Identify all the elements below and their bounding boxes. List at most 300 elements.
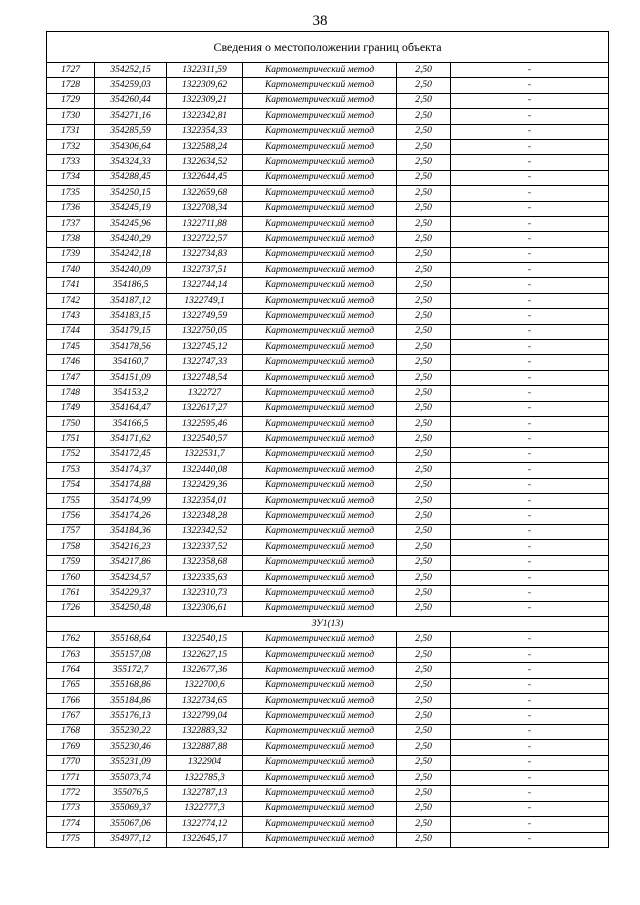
method-cell: Картометрический метод	[243, 555, 397, 570]
description-cell: -	[451, 432, 609, 447]
point-number-cell: 1742	[47, 293, 95, 308]
description-cell: -	[451, 663, 609, 678]
method-cell: Картометрический метод	[243, 416, 397, 431]
point-number-cell: 1731	[47, 124, 95, 139]
description-cell: -	[451, 770, 609, 785]
table-row	[47, 586, 609, 601]
y-coordinate-cell: 1322644,45	[167, 170, 243, 185]
description-cell: -	[451, 694, 609, 709]
x-coordinate-cell: 354178,56	[95, 340, 167, 355]
accuracy-cell: 2,50	[397, 324, 451, 339]
point-number-cell: 1738	[47, 232, 95, 247]
x-coordinate-cell: 354172,45	[95, 447, 167, 462]
x-coordinate-cell: 354250,15	[95, 186, 167, 201]
y-coordinate-cell: 1322700,6	[167, 678, 243, 693]
boundary-table	[46, 31, 609, 848]
method-cell: Картометрический метод	[243, 401, 397, 416]
accuracy-cell: 2,50	[397, 370, 451, 385]
point-number-cell: 1756	[47, 509, 95, 524]
y-coordinate-cell: 1322627,15	[167, 647, 243, 662]
table-row	[47, 493, 609, 508]
method-cell: Картометрический метод	[243, 724, 397, 739]
table-row	[47, 278, 609, 293]
method-cell: Картометрический метод	[243, 817, 397, 832]
table-row	[47, 755, 609, 770]
y-coordinate-cell: 1322904	[167, 755, 243, 770]
table-row	[47, 263, 609, 278]
table-row	[47, 247, 609, 262]
method-cell: Картометрический метод	[243, 786, 397, 801]
x-coordinate-cell: 355073,74	[95, 770, 167, 785]
accuracy-cell: 2,50	[397, 124, 451, 139]
accuracy-cell: 2,50	[397, 786, 451, 801]
y-coordinate-cell: 1322659,68	[167, 186, 243, 201]
table-row	[47, 601, 609, 616]
y-coordinate-cell: 1322309,62	[167, 78, 243, 93]
table-row	[47, 663, 609, 678]
y-coordinate-cell: 1322348,28	[167, 509, 243, 524]
accuracy-cell: 2,50	[397, 770, 451, 785]
point-number-cell: 1759	[47, 555, 95, 570]
table-row	[47, 832, 609, 847]
accuracy-cell: 2,50	[397, 478, 451, 493]
description-cell: -	[451, 570, 609, 585]
accuracy-cell: 2,50	[397, 555, 451, 570]
method-cell: Картометрический метод	[243, 247, 397, 262]
description-cell: -	[451, 155, 609, 170]
table-row	[47, 186, 609, 201]
table-row	[47, 293, 609, 308]
x-coordinate-cell: 354217,86	[95, 555, 167, 570]
x-coordinate-cell: 355168,86	[95, 678, 167, 693]
accuracy-cell: 2,50	[397, 463, 451, 478]
description-cell: -	[451, 509, 609, 524]
accuracy-cell: 2,50	[397, 155, 451, 170]
description-cell: -	[451, 586, 609, 601]
x-coordinate-cell: 354242,18	[95, 247, 167, 262]
x-coordinate-cell: 355172,7	[95, 663, 167, 678]
y-coordinate-cell: 1322734,83	[167, 247, 243, 262]
point-number-cell: 1771	[47, 770, 95, 785]
table-row	[47, 124, 609, 139]
table-row	[47, 416, 609, 431]
x-coordinate-cell: 354179,15	[95, 324, 167, 339]
y-coordinate-cell: 1322785,3	[167, 770, 243, 785]
description-cell: -	[451, 709, 609, 724]
method-cell: Картометрический метод	[243, 386, 397, 401]
description-cell: -	[451, 447, 609, 462]
table-row	[47, 324, 609, 339]
y-coordinate-cell: 1322337,52	[167, 540, 243, 555]
accuracy-cell: 2,50	[397, 416, 451, 431]
point-number-cell: 1747	[47, 370, 95, 385]
table-row	[47, 786, 609, 801]
y-coordinate-cell: 1322737,51	[167, 263, 243, 278]
table-row	[47, 724, 609, 739]
y-coordinate-cell: 1322677,36	[167, 663, 243, 678]
description-cell: -	[451, 724, 609, 739]
accuracy-cell: 2,50	[397, 663, 451, 678]
y-coordinate-cell: 1322777,3	[167, 801, 243, 816]
x-coordinate-cell: 355069,37	[95, 801, 167, 816]
accuracy-cell: 2,50	[397, 109, 451, 124]
point-number-cell: 1773	[47, 801, 95, 816]
table-title: Сведения о местоположении границ объекта	[47, 32, 609, 63]
point-number-cell: 1741	[47, 278, 95, 293]
table-row	[47, 63, 609, 78]
table-row	[47, 647, 609, 662]
accuracy-cell: 2,50	[397, 232, 451, 247]
description-cell: -	[451, 463, 609, 478]
x-coordinate-cell: 355230,22	[95, 724, 167, 739]
y-coordinate-cell: 1322311,59	[167, 63, 243, 78]
description-cell: -	[451, 416, 609, 431]
table-title-row	[47, 32, 609, 63]
method-cell: Картометрический метод	[243, 432, 397, 447]
table-row	[47, 309, 609, 324]
table-row	[47, 509, 609, 524]
point-number-cell: 1745	[47, 340, 95, 355]
y-coordinate-cell: 1322440,08	[167, 463, 243, 478]
description-cell: -	[451, 93, 609, 108]
table-row	[47, 478, 609, 493]
table-row	[47, 570, 609, 585]
x-coordinate-cell: 354166,5	[95, 416, 167, 431]
y-coordinate-cell: 1322734,65	[167, 694, 243, 709]
y-coordinate-cell: 1322787,13	[167, 786, 243, 801]
description-cell: -	[451, 324, 609, 339]
accuracy-cell: 2,50	[397, 247, 451, 262]
point-number-cell: 1767	[47, 709, 95, 724]
y-coordinate-cell: 1322708,34	[167, 201, 243, 216]
accuracy-cell: 2,50	[397, 647, 451, 662]
x-coordinate-cell: 354259,03	[95, 78, 167, 93]
x-coordinate-cell: 354306,64	[95, 139, 167, 154]
method-cell: Картометрический метод	[243, 155, 397, 170]
description-cell: -	[451, 647, 609, 662]
x-coordinate-cell: 354229,37	[95, 586, 167, 601]
y-coordinate-cell: 1322887,88	[167, 740, 243, 755]
accuracy-cell: 2,50	[397, 386, 451, 401]
y-coordinate-cell: 1322342,81	[167, 109, 243, 124]
x-coordinate-cell: 355230,46	[95, 740, 167, 755]
accuracy-cell: 2,50	[397, 63, 451, 78]
point-number-cell: 1740	[47, 263, 95, 278]
page-number: 38	[312, 13, 328, 29]
point-number-cell: 1755	[47, 493, 95, 508]
point-number-cell: 1763	[47, 647, 95, 662]
y-coordinate-cell: 1322540,15	[167, 632, 243, 647]
method-cell: Картометрический метод	[243, 309, 397, 324]
y-coordinate-cell: 1322531,7	[167, 447, 243, 462]
y-coordinate-cell: 1322540,57	[167, 432, 243, 447]
method-cell: Картометрический метод	[243, 632, 397, 647]
table-row	[47, 401, 609, 416]
method-cell: Картометрический метод	[243, 540, 397, 555]
description-cell: -	[451, 401, 609, 416]
description-cell: -	[451, 755, 609, 770]
accuracy-cell: 2,50	[397, 740, 451, 755]
description-cell: -	[451, 263, 609, 278]
table-row	[47, 109, 609, 124]
method-cell: Картометрический метод	[243, 509, 397, 524]
y-coordinate-cell: 1322748,54	[167, 370, 243, 385]
description-cell: -	[451, 124, 609, 139]
x-coordinate-cell: 354271,16	[95, 109, 167, 124]
method-cell: Картометрический метод	[243, 293, 397, 308]
y-coordinate-cell: 1322429,36	[167, 478, 243, 493]
description-cell: -	[451, 478, 609, 493]
x-coordinate-cell: 355231,09	[95, 755, 167, 770]
description-cell: -	[451, 832, 609, 847]
table-row	[47, 632, 609, 647]
y-coordinate-cell: 1322722,57	[167, 232, 243, 247]
description-cell: -	[451, 632, 609, 647]
point-number-cell: 1736	[47, 201, 95, 216]
table-row	[47, 155, 609, 170]
x-coordinate-cell: 354250,48	[95, 601, 167, 616]
method-cell: Картометрический метод	[243, 601, 397, 616]
point-number-cell: 1761	[47, 586, 95, 601]
table-row	[47, 432, 609, 447]
point-number-cell: 1770	[47, 755, 95, 770]
table-row	[47, 139, 609, 154]
description-cell: -	[451, 170, 609, 185]
x-coordinate-cell: 354285,59	[95, 124, 167, 139]
description-cell: -	[451, 540, 609, 555]
x-coordinate-cell: 354183,15	[95, 309, 167, 324]
y-coordinate-cell: 1322750,05	[167, 324, 243, 339]
x-coordinate-cell: 354216,23	[95, 540, 167, 555]
y-coordinate-cell: 1322749,1	[167, 293, 243, 308]
method-cell: Картометрический метод	[243, 678, 397, 693]
point-number-cell: 1758	[47, 540, 95, 555]
accuracy-cell: 2,50	[397, 570, 451, 585]
x-coordinate-cell: 355076,5	[95, 786, 167, 801]
point-number-cell: 1754	[47, 478, 95, 493]
x-coordinate-cell: 354187,12	[95, 293, 167, 308]
method-cell: Картометрический метод	[243, 63, 397, 78]
accuracy-cell: 2,50	[397, 216, 451, 231]
method-cell: Картометрический метод	[243, 93, 397, 108]
description-cell: -	[451, 678, 609, 693]
method-cell: Картометрический метод	[243, 586, 397, 601]
point-number-cell: 1760	[47, 570, 95, 585]
y-coordinate-cell: 1322588,24	[167, 139, 243, 154]
description-cell: -	[451, 293, 609, 308]
point-number-cell: 1726	[47, 601, 95, 616]
point-number-cell: 1753	[47, 463, 95, 478]
y-coordinate-cell: 1322883,32	[167, 724, 243, 739]
y-coordinate-cell: 1322799,04	[167, 709, 243, 724]
method-cell: Картометрический метод	[243, 232, 397, 247]
point-number-cell: 1732	[47, 139, 95, 154]
accuracy-cell: 2,50	[397, 601, 451, 616]
y-coordinate-cell: 1322727	[167, 386, 243, 401]
point-number-cell: 1775	[47, 832, 95, 847]
accuracy-cell: 2,50	[397, 278, 451, 293]
y-coordinate-cell: 1322711,88	[167, 216, 243, 231]
point-number-cell: 1729	[47, 93, 95, 108]
method-cell: Картометрический метод	[243, 478, 397, 493]
x-coordinate-cell: 355168,64	[95, 632, 167, 647]
accuracy-cell: 2,50	[397, 186, 451, 201]
section-label: ЗУ1(13)	[47, 617, 609, 632]
method-cell: Картометрический метод	[243, 109, 397, 124]
description-cell: -	[451, 817, 609, 832]
table-row	[47, 678, 609, 693]
method-cell: Картометрический метод	[243, 355, 397, 370]
description-cell: -	[451, 309, 609, 324]
accuracy-cell: 2,50	[397, 678, 451, 693]
description-cell: -	[451, 801, 609, 816]
description-cell: -	[451, 370, 609, 385]
method-cell: Картометрический метод	[243, 663, 397, 678]
table-row	[47, 170, 609, 185]
description-cell: -	[451, 524, 609, 539]
method-cell: Картометрический метод	[243, 755, 397, 770]
x-coordinate-cell: 354174,99	[95, 493, 167, 508]
accuracy-cell: 2,50	[397, 493, 451, 508]
table-row	[47, 740, 609, 755]
point-number-cell: 1743	[47, 309, 95, 324]
section-row	[47, 617, 609, 632]
method-cell: Картометрический метод	[243, 186, 397, 201]
y-coordinate-cell: 1322634,52	[167, 155, 243, 170]
description-cell: -	[451, 63, 609, 78]
x-coordinate-cell: 354234,57	[95, 570, 167, 585]
y-coordinate-cell: 1322774,12	[167, 817, 243, 832]
table-row	[47, 386, 609, 401]
method-cell: Картометрический метод	[243, 370, 397, 385]
x-coordinate-cell: 354288,45	[95, 170, 167, 185]
table-row	[47, 709, 609, 724]
point-number-cell: 1730	[47, 109, 95, 124]
point-number-cell: 1772	[47, 786, 95, 801]
method-cell: Картометрический метод	[243, 709, 397, 724]
x-coordinate-cell: 354184,36	[95, 524, 167, 539]
point-number-cell: 1737	[47, 216, 95, 231]
description-cell: -	[451, 386, 609, 401]
y-coordinate-cell: 1322749,59	[167, 309, 243, 324]
table-row	[47, 801, 609, 816]
method-cell: Картометрический метод	[243, 340, 397, 355]
table-row	[47, 201, 609, 216]
point-number-cell: 1762	[47, 632, 95, 647]
point-number-cell: 1769	[47, 740, 95, 755]
x-coordinate-cell: 354174,88	[95, 478, 167, 493]
point-number-cell: 1739	[47, 247, 95, 262]
method-cell: Картометрический метод	[243, 694, 397, 709]
point-number-cell: 1752	[47, 447, 95, 462]
accuracy-cell: 2,50	[397, 524, 451, 539]
y-coordinate-cell: 1322358,68	[167, 555, 243, 570]
method-cell: Картометрический метод	[243, 463, 397, 478]
accuracy-cell: 2,50	[397, 201, 451, 216]
table-row	[47, 216, 609, 231]
description-cell: -	[451, 355, 609, 370]
accuracy-cell: 2,50	[397, 263, 451, 278]
accuracy-cell: 2,50	[397, 755, 451, 770]
accuracy-cell: 2,50	[397, 170, 451, 185]
accuracy-cell: 2,50	[397, 801, 451, 816]
method-cell: Картометрический метод	[243, 832, 397, 847]
y-coordinate-cell: 1322354,33	[167, 124, 243, 139]
table-row	[47, 355, 609, 370]
accuracy-cell: 2,50	[397, 293, 451, 308]
method-cell: Картометрический метод	[243, 324, 397, 339]
x-coordinate-cell: 354151,09	[95, 370, 167, 385]
x-coordinate-cell: 354977,12	[95, 832, 167, 847]
accuracy-cell: 2,50	[397, 432, 451, 447]
method-cell: Картометрический метод	[243, 216, 397, 231]
point-number-cell: 1733	[47, 155, 95, 170]
x-coordinate-cell: 355157,08	[95, 647, 167, 662]
x-coordinate-cell: 355067,06	[95, 817, 167, 832]
point-number-cell: 1768	[47, 724, 95, 739]
description-cell: -	[451, 493, 609, 508]
description-cell: -	[451, 216, 609, 231]
x-coordinate-cell: 354174,37	[95, 463, 167, 478]
point-number-cell: 1734	[47, 170, 95, 185]
y-coordinate-cell: 1322306,61	[167, 601, 243, 616]
x-coordinate-cell: 354240,29	[95, 232, 167, 247]
description-cell: -	[451, 139, 609, 154]
x-coordinate-cell: 354324,33	[95, 155, 167, 170]
accuracy-cell: 2,50	[397, 817, 451, 832]
point-number-cell: 1764	[47, 663, 95, 678]
accuracy-cell: 2,50	[397, 586, 451, 601]
method-cell: Картометрический метод	[243, 170, 397, 185]
method-cell: Картометрический метод	[243, 78, 397, 93]
description-cell: -	[451, 278, 609, 293]
x-coordinate-cell: 354245,19	[95, 201, 167, 216]
accuracy-cell: 2,50	[397, 355, 451, 370]
y-coordinate-cell: 1322309,21	[167, 93, 243, 108]
method-cell: Картометрический метод	[243, 647, 397, 662]
x-coordinate-cell: 354160,7	[95, 355, 167, 370]
table-row	[47, 232, 609, 247]
table-row	[47, 770, 609, 785]
y-coordinate-cell: 1322342,52	[167, 524, 243, 539]
point-number-cell: 1746	[47, 355, 95, 370]
x-coordinate-cell: 354186,5	[95, 278, 167, 293]
y-coordinate-cell: 1322747,33	[167, 355, 243, 370]
description-cell: -	[451, 201, 609, 216]
point-number-cell: 1750	[47, 416, 95, 431]
method-cell: Картометрический метод	[243, 740, 397, 755]
method-cell: Картометрический метод	[243, 801, 397, 816]
accuracy-cell: 2,50	[397, 309, 451, 324]
table-row	[47, 555, 609, 570]
table-row	[47, 78, 609, 93]
point-number-cell: 1735	[47, 186, 95, 201]
description-cell: -	[451, 740, 609, 755]
method-cell: Картометрический метод	[243, 139, 397, 154]
table-row	[47, 340, 609, 355]
point-number-cell: 1757	[47, 524, 95, 539]
x-coordinate-cell: 355184,86	[95, 694, 167, 709]
method-cell: Картометрический метод	[243, 524, 397, 539]
method-cell: Картометрический метод	[243, 201, 397, 216]
table-row	[47, 447, 609, 462]
description-cell: -	[451, 186, 609, 201]
method-cell: Картометрический метод	[243, 278, 397, 293]
table-row	[47, 93, 609, 108]
method-cell: Картометрический метод	[243, 263, 397, 278]
accuracy-cell: 2,50	[397, 632, 451, 647]
point-number-cell: 1749	[47, 401, 95, 416]
